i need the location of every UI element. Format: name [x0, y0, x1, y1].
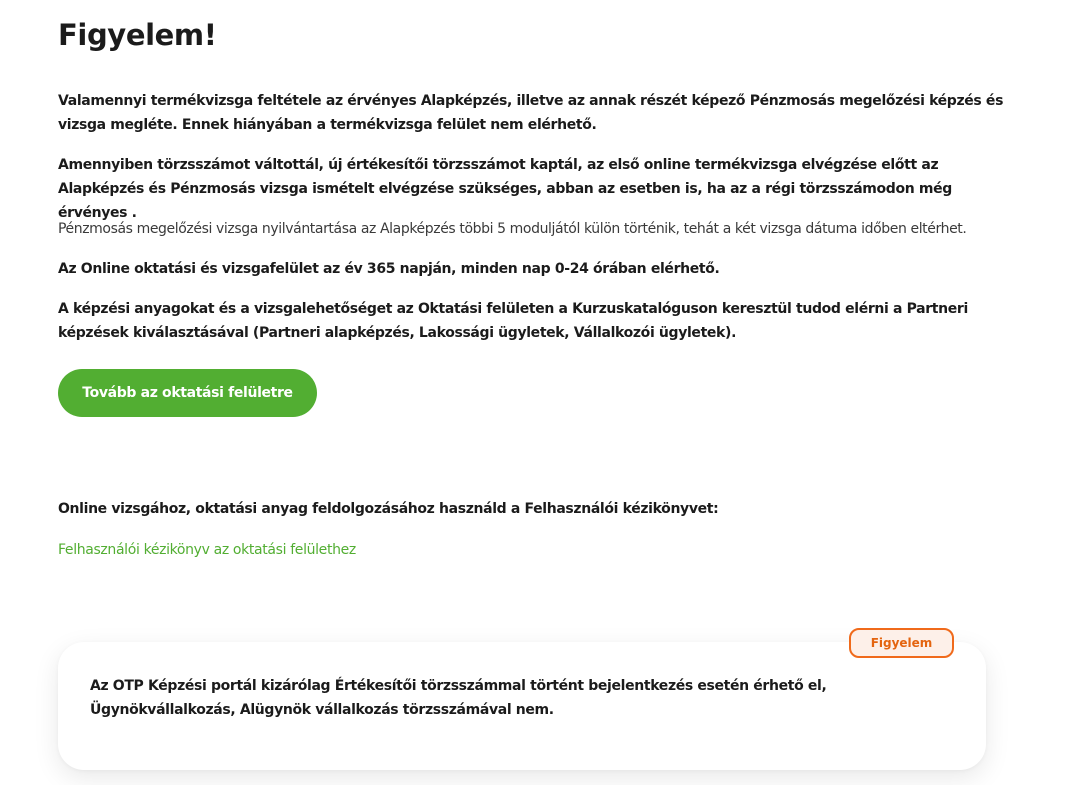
- course-catalog-paragraph: A képzési anyagokat és a vizsgalehetőséget az Oktatási felületen a Kurzuskatalóguson keresztül tudod elérni a Partneri képzések kiválasztásával (Partneri alapképzés, Lakossági ügyletek, Vállalkozói ügyletek).: [58, 301, 968, 341]
- go-to-learning-platform-button[interactable]: Tovább az oktatási felületre: [58, 369, 317, 417]
- id-change-paragraph: Amennyiben törzsszámot váltottál, új értékesítői törzsszámot kaptál, az első online termékvizsga elvégzése előtt az Alapképzés és Pénzmosás vizsga ismételt elvégzése szükséges, abban az esetben is, ha az a régi törzsszámodon még érvényes .: [58, 157, 952, 221]
- manual-intro-text: Online vizsgához, oktatási anyag feldolgozásához használd a Felhasználói kézikönyvet:: [58, 501, 719, 517]
- aml-record-paragraph: Pénzmosás megelőzési vizsga nyilvántartása az Alapképzés többi 5 moduljától külön történik, tehát a két vizsga dátuma időben eltérhet.: [58, 221, 967, 237]
- page-title: Figyelem!: [58, 18, 217, 52]
- availability-paragraph: Az Online oktatási és vizsgafelület az év 365 napján, minden nap 0-24 órában elérhető.: [58, 261, 720, 277]
- notice-card: [58, 642, 986, 770]
- requirement-paragraph: Valamennyi termékvizsga feltétele az érvényes Alapképzés, illetve az annak részét képező Pénzmosás megelőzési képzés és vizsga megléte. Ennek hiányában a termékvizsga felület nem elérhető.: [58, 93, 1004, 133]
- notice-text: Az OTP Képzési portál kizárólag Értékesítői törzsszámmal történt bejelentkezés esetén érhető el, Ügynökvállalkozás, Alügynök vállalkozás törzsszámával nem.: [90, 678, 827, 718]
- notice-badge: Figyelem: [849, 628, 954, 658]
- user-manual-link[interactable]: Felhasználói kézikönyv az oktatási felülethez: [58, 542, 356, 558]
